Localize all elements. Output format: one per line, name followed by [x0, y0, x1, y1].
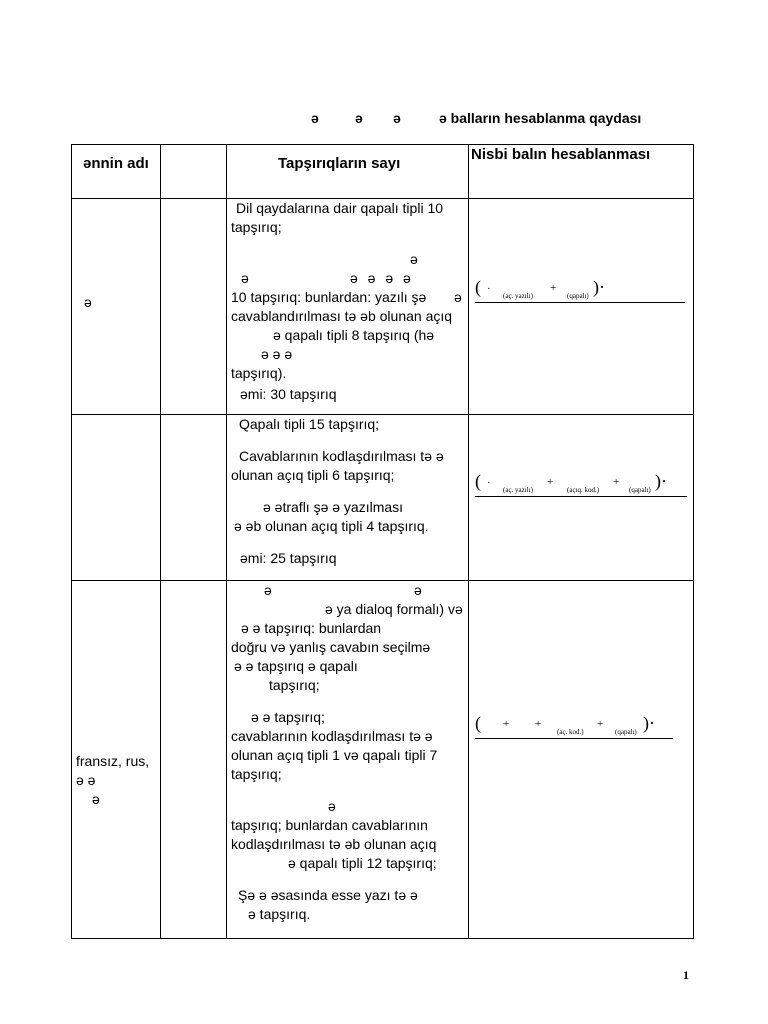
table-row: [72, 415, 694, 581]
score-table: [71, 144, 694, 939]
table-row: [72, 581, 694, 939]
row2-formula: ( · (aç. yazılı) + (açıq. kod.) + (qapalı) )·: [475, 475, 687, 497]
row2-empty: [161, 415, 227, 581]
row1-formula: ( · (aç. yazılı) + (qapalı) )·: [475, 281, 685, 303]
row3-subject: fransız, rus, ə ə ə: [72, 581, 161, 939]
title-text: ə balların hesablanma qaydası: [439, 110, 642, 126]
row2-formula-cell: [469, 415, 694, 581]
header-empty: [161, 145, 227, 199]
row1-tasks: Dil qaydalarına dair qapalı tipli 10 tapşırıq; ə ə ə ə ə ə 10 tapşırıq: bunlardan: yazılı şə ə cavablandırılması tə əb olunan açıq ə qapalı tipli 8 tapşırıq (hə ə ə ə tapşırıq). əmi: 30 tapşırıq: [227, 199, 469, 415]
row1-formula-cell: [469, 199, 694, 415]
title-char-1: ə: [311, 110, 319, 126]
header-task-count: Tapşırıqların sayı: [227, 145, 469, 199]
header-subject-name: ənnin adı: [72, 145, 161, 199]
row3-tasks: ə ə ə ya dialoq formalı) və ə ə tapşırıq: bunlardan doğru və yanlış cavabın seçilmə ə ə tapşırıq ə qapalı tapşırıq; ə ə tapşırıq; cavablarının kodlaşdırılması tə ə olunan açıq tipli 1 və qapalı tipli 7 tapşırıq; ə tapşırıq; bunlardan cavablarının kodlaşdırılması tə əb olunan açıq ə qapalı tipli 12 tapşırıq; Şə ə əsasında esse yazı tə ə ə tapşırıq.: [227, 581, 469, 939]
header-relative-score: Nisbi balın hesablanması: [469, 145, 694, 199]
row3-formula-fraction-line: [475, 738, 673, 739]
row1-subject: ə: [72, 199, 161, 415]
row3-empty: [161, 581, 227, 939]
title-char-3: ə: [393, 110, 401, 126]
table-row: [72, 199, 694, 415]
row3-formula-cell: [469, 581, 694, 939]
table-header-row: [72, 145, 694, 199]
row3-formula: ( + + (aç. kod.) + (qapalı) )·: [475, 717, 673, 739]
page-title: [0, 110, 768, 130]
row1-empty: [161, 199, 227, 415]
row2-formula-fraction-line: [475, 496, 687, 497]
row1-formula-fraction-line: [475, 302, 685, 303]
page-number: 1: [683, 968, 689, 982]
title-char-2: ə: [355, 110, 363, 126]
row2-tasks: Qapalı tipli 15 tapşırıq; Cavablarının kodlaşdırılması tə ə olunan açıq tipli 6 tapşırıq; ə ətraflı şə ə yazılması ə əb olunan açıq tipli 4 tapşırıq. əmi: 25 tapşırıq: [227, 415, 469, 581]
row2-subject: [72, 415, 161, 581]
